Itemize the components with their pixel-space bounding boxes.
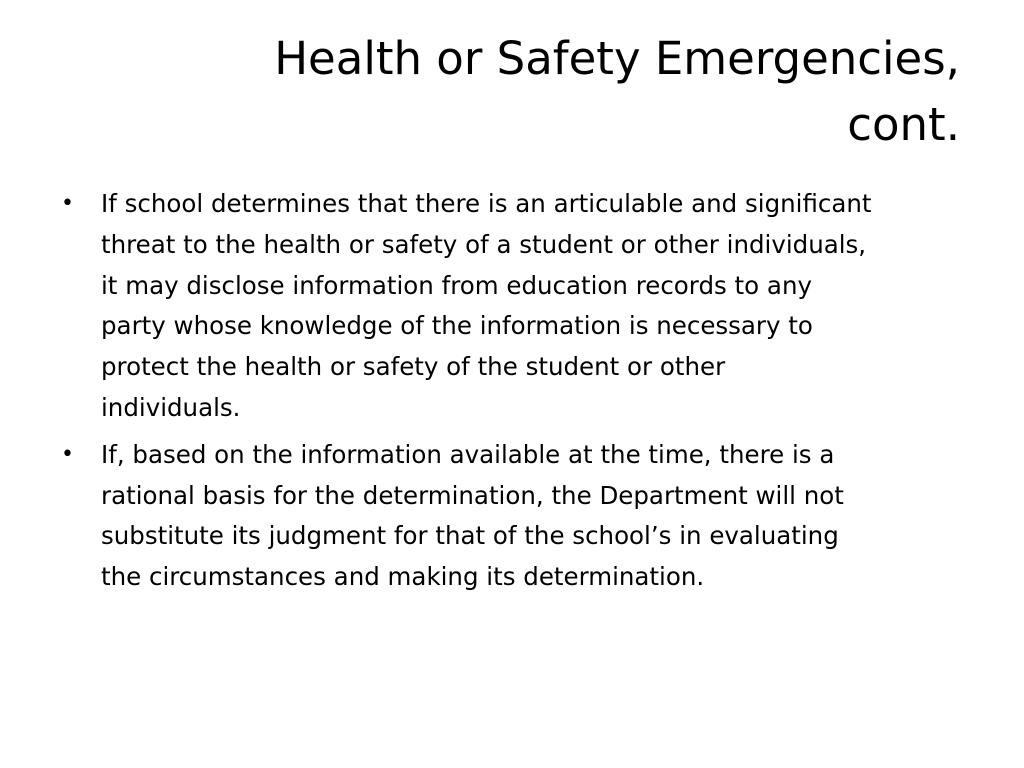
bullet-line: protect the health or safety of the student or other <box>101 352 726 382</box>
bullet-line: individuals. <box>101 392 241 422</box>
bullet-line: party whose knowledge of the information is necessary to <box>101 311 813 341</box>
bullet-item-2 <box>52 435 982 598</box>
bullet-item-1 <box>52 184 982 429</box>
bullet-dot-icon: • <box>61 191 74 216</box>
slide-title-line-1: Health or Safety Emergencies, <box>274 32 960 85</box>
bullet-line: it may disclose information from education records to any <box>101 270 812 300</box>
slide-title-line-2: cont. <box>847 98 960 151</box>
bullet-line: If school determines that there is an articulable and significant <box>101 189 872 218</box>
bullet-dot-icon: • <box>61 441 74 467</box>
bullet-list <box>52 184 982 604</box>
bullet-line: If, based on the information available at the time, there is a <box>101 439 835 469</box>
bullet-line: the circumstances and making its determination. <box>101 562 705 592</box>
bullet-line: rational basis for the determination, the Department will not <box>101 480 844 510</box>
slide-title <box>60 26 960 158</box>
bullet-line: substitute its judgment for that of the school’s in evaluating <box>101 521 839 551</box>
bullet-line: threat to the health or safety of a student or other individuals, <box>101 229 867 259</box>
